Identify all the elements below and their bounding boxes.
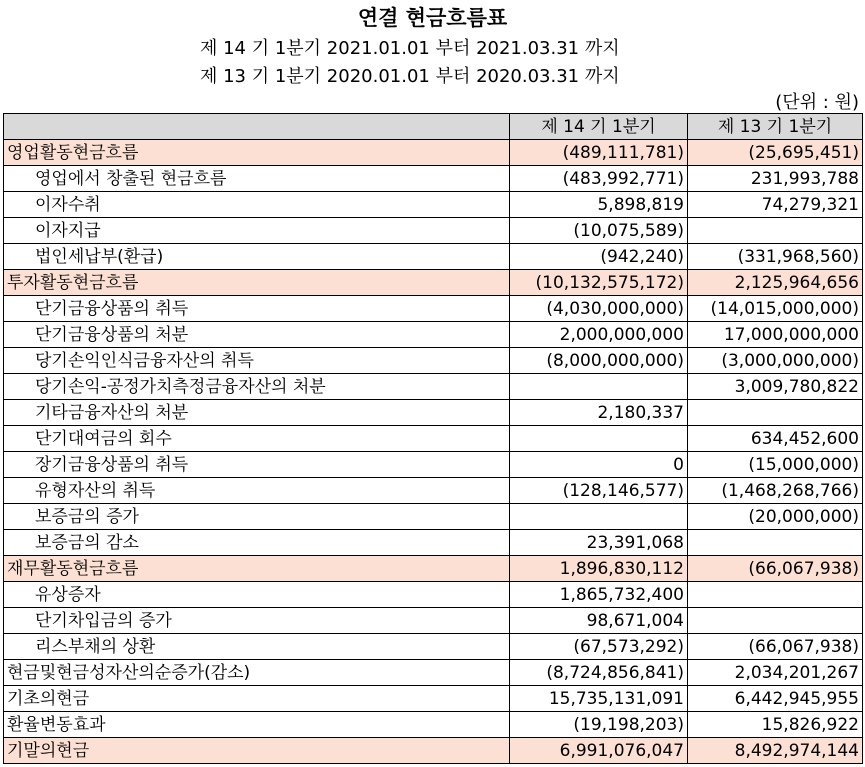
current-period-value: (4,030,000,000) [510,296,688,322]
row-label: 현금및현금성자산의순증가(감소) [4,660,510,686]
prior-period-value [688,400,863,426]
row-label: 투자활동현금흐름 [4,270,510,296]
table-row [4,270,863,296]
table-row [4,556,863,582]
row-label: 유형자산의 취득 [4,478,510,504]
cash-flow-table [3,113,863,764]
current-period-value [510,504,688,530]
prior-period-value [688,530,863,556]
current-period-value: 1,865,732,400 [510,582,688,608]
row-label: 환율변동효과 [4,712,510,738]
current-period-value: (8,000,000,000) [510,348,688,374]
table-row [4,322,863,348]
table-row [4,140,863,166]
table-row [4,166,863,192]
current-period-value: (8,724,856,841) [510,660,688,686]
current-period-value: 6,991,076,047 [510,738,688,764]
table-row [4,192,863,218]
current-period-value: 1,896,830,112 [510,556,688,582]
table-row [4,712,863,738]
current-period-value: 98,671,004 [510,608,688,634]
prior-period-value: 6,442,945,955 [688,686,863,712]
prior-period-value [688,218,863,244]
prior-period-value: (14,015,000,000) [688,296,863,322]
row-label: 장기금융상품의 취득 [4,452,510,478]
statement-title: 연결 현금흐름표 [357,6,508,30]
period-prior: 제 13 기 1분기 2020.01.01 부터 2020.03.31 까지 [200,66,620,87]
current-period-value: (67,573,292) [510,634,688,660]
prior-period-value: 3,009,780,822 [688,374,863,400]
period-current: 제 14 기 1분기 2021.01.01 부터 2021.03.31 까지 [200,38,620,59]
table-row [4,608,863,634]
row-label: 단기금융상품의 취득 [4,296,510,322]
current-period-value: (483,992,771) [510,166,688,192]
row-label: 당기손익인식금융자산의 취득 [4,348,510,374]
unit-label: (단위 : 원) [775,92,859,113]
prior-period-value: (331,968,560) [688,244,863,270]
prior-period-value: 8,492,974,144 [688,738,863,764]
current-period-value: 5,898,819 [510,192,688,218]
header-label-column [4,114,510,140]
row-label: 영업활동현금흐름 [4,140,510,166]
prior-period-value: 231,993,788 [688,166,863,192]
table-row [4,374,863,400]
row-label: 보증금의 증가 [4,504,510,530]
header-row [4,114,863,140]
row-label: 단기차입금의 증가 [4,608,510,634]
row-label: 단기대여금의 회수 [4,426,510,452]
prior-period-value [688,608,863,634]
header-prior-period: 제 13 기 1분기 [688,114,863,140]
table-row [4,452,863,478]
row-label: 기말의현금 [4,738,510,764]
row-label: 유상증자 [4,582,510,608]
current-period-value: (128,146,577) [510,478,688,504]
prior-period-value: 2,034,201,267 [688,660,863,686]
table-row [4,660,863,686]
current-period-value: 15,735,131,091 [510,686,688,712]
table-row [4,478,863,504]
table-row [4,582,863,608]
row-label: 재무활동현금흐름 [4,556,510,582]
table-row [4,634,863,660]
prior-period-value: (1,468,268,766) [688,478,863,504]
row-label: 당기손익-공정가치측정금융자산의 처분 [4,374,510,400]
current-period-value: 23,391,068 [510,530,688,556]
table-row [4,530,863,556]
current-period-value: (10,075,589) [510,218,688,244]
prior-period-value: (25,695,451) [688,140,863,166]
current-period-value: (10,132,575,172) [510,270,688,296]
table-row [4,218,863,244]
row-label: 법인세납부(환급) [4,244,510,270]
table-row [4,244,863,270]
current-period-value: (19,198,203) [510,712,688,738]
row-label: 단기금융상품의 처분 [4,322,510,348]
current-period-value: (942,240) [510,244,688,270]
prior-period-value: 17,000,000,000 [688,322,863,348]
header-current-period: 제 14 기 1분기 [510,114,688,140]
table-row [4,296,863,322]
current-period-value: (489,111,781) [510,140,688,166]
current-period-value [510,426,688,452]
row-label: 영업에서 창출된 현금흐름 [4,166,510,192]
current-period-value: 2,180,337 [510,400,688,426]
table-row [4,686,863,712]
table-row [4,426,863,452]
table-row [4,738,863,764]
prior-period-value: (66,067,938) [688,634,863,660]
prior-period-value: (15,000,000) [688,452,863,478]
prior-period-value: 74,279,321 [688,192,863,218]
row-label: 리스부채의 상환 [4,634,510,660]
row-label: 보증금의 감소 [4,530,510,556]
current-period-value: 2,000,000,000 [510,322,688,348]
row-label: 이자수취 [4,192,510,218]
row-label: 기초의현금 [4,686,510,712]
prior-period-value: 2,125,964,656 [688,270,863,296]
table-row [4,504,863,530]
row-label: 기타금융자산의 처분 [4,400,510,426]
table-row [4,348,863,374]
prior-period-value [688,582,863,608]
current-period-value [510,374,688,400]
current-period-value: 0 [510,452,688,478]
table-row [4,400,863,426]
row-label: 이자지급 [4,218,510,244]
prior-period-value: 634,452,600 [688,426,863,452]
prior-period-value: (66,067,938) [688,556,863,582]
table-body [4,140,863,764]
prior-period-value: 15,826,922 [688,712,863,738]
prior-period-value: (3,000,000,000) [688,348,863,374]
prior-period-value: (20,000,000) [688,504,863,530]
